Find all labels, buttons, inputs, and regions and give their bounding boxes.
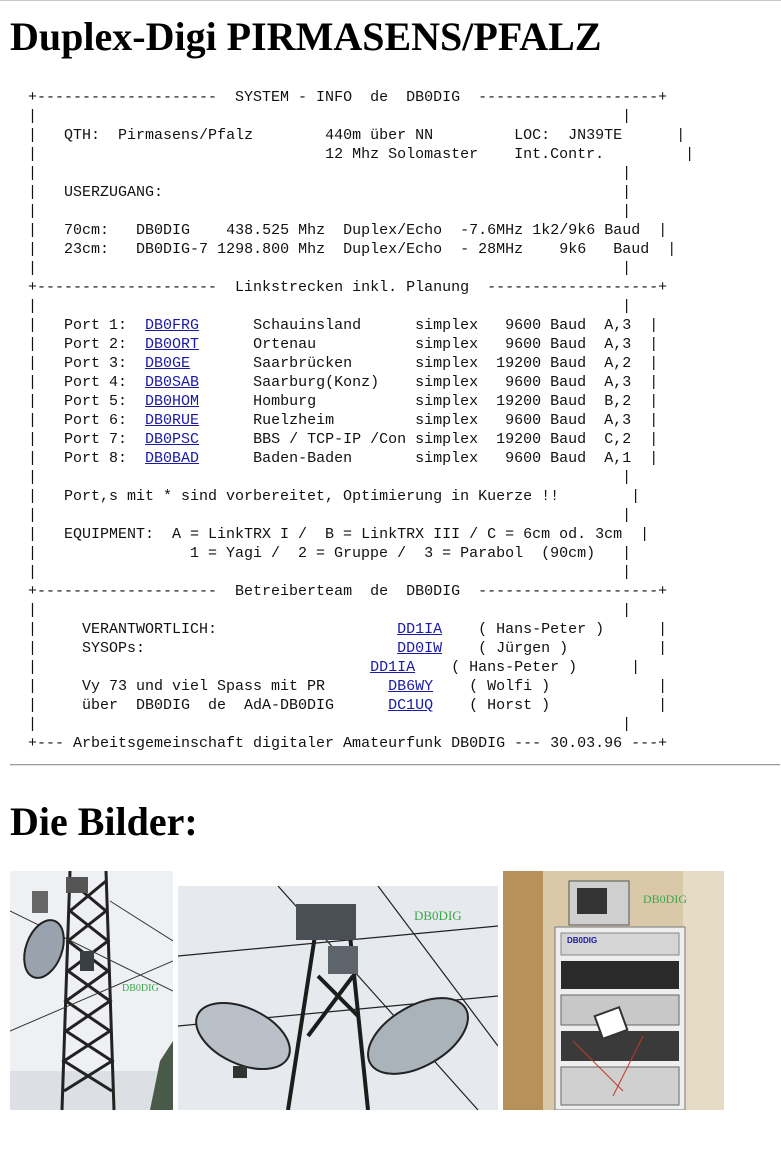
verantwortlich-label: VERANTWORTLICH: — [82, 621, 218, 638]
port-equip: A,2 — [604, 355, 632, 372]
port-equip: B,2 — [604, 393, 632, 410]
team-link-dd1ia-2[interactable]: DD1IA — [370, 659, 416, 676]
top-rule — [0, 0, 781, 4]
height-value: 440m über NN — [325, 127, 434, 144]
port-label: Port 5: — [64, 393, 128, 410]
access-shift: -7.6MHz — [460, 222, 524, 239]
access-call: DB0DIG — [136, 222, 191, 239]
equipment-line-1: EQUIPMENT: A = LinkTRX I / B = LinkTRX III / C = 6cm od. 3cm — [64, 526, 623, 543]
port-label: Port 1: — [64, 317, 128, 334]
port-rate: 19200 Baud — [496, 431, 587, 448]
watermark: DB0DIG — [414, 908, 462, 923]
equipment-line-2: 1 = Yagi / 2 = Gruppe / 3 = Parabol (90cm) — [190, 545, 596, 562]
access-band: 70cm: — [64, 222, 110, 239]
port-label: Port 2: — [64, 336, 128, 353]
port-mode: simplex — [415, 336, 479, 353]
team-header: Betreiberteam de DB0DIG — [235, 583, 461, 600]
team-name: ( Jürgen ) — [478, 640, 569, 657]
port-label: Port 7: — [64, 431, 128, 448]
port-rate: 19200 Baud — [496, 393, 587, 410]
tower-antenna-photo[interactable] — [10, 871, 173, 1110]
team-link-dd0iw[interactable]: DD0IW — [397, 640, 443, 657]
team-name: ( Hans-Peter ) — [451, 659, 578, 676]
port-label: Port 3: — [64, 355, 128, 372]
pictures-heading: Die Bilder: — [10, 799, 198, 844]
qth-label: QTH: — [64, 127, 101, 144]
port-label: Port 6: — [64, 412, 128, 429]
access-unit: Baud — [604, 222, 641, 239]
access-mode: Duplex/Echo — [343, 241, 443, 258]
port-rate: 9600 Baud — [505, 374, 587, 391]
greeting-2: über DB0DIG de AdA-DB0DIG — [82, 697, 335, 714]
loc-value: JN39TE — [568, 127, 623, 144]
port-link-db0rue[interactable]: DB0RUE — [145, 412, 200, 429]
port-location: Ortenau — [253, 336, 317, 353]
port-equip: A,3 — [604, 412, 632, 429]
port-link-db0sab[interactable]: DB0SAB — [145, 374, 200, 391]
team-link-db6wy[interactable]: DB6WY — [388, 678, 434, 695]
team-name: ( Wolfi ) — [469, 678, 551, 695]
access-band: 23cm: — [64, 241, 110, 258]
port-label: Port 4: — [64, 374, 128, 391]
access-unit: Baud — [613, 241, 650, 258]
section-divider — [10, 764, 780, 766]
port-equip: A,1 — [604, 450, 632, 467]
watermark: DB0DIG — [122, 983, 159, 994]
port-mode: simplex — [415, 450, 479, 467]
port-mode: simplex — [415, 393, 479, 410]
port-location: Homburg — [253, 393, 317, 410]
rack-label: DB0DIG — [567, 936, 598, 945]
access-freq: 1298.800 Mhz — [217, 241, 326, 258]
access-freq: 438.525 Mhz — [226, 222, 326, 239]
port-rate: 9600 Baud — [505, 336, 587, 353]
port-rate: 19200 Baud — [496, 355, 587, 372]
team-name: ( Horst ) — [469, 697, 551, 714]
port-location: BBS / TCP-IP /Con — [253, 431, 407, 448]
dish-antennas-photo[interactable] — [178, 886, 498, 1110]
port-location: Saarbrücken — [253, 355, 353, 372]
greeting: Vy 73 und viel Spass mit PR — [82, 678, 326, 695]
port-mode: simplex — [415, 355, 479, 372]
sysops-label: SYSOPs: — [82, 640, 146, 657]
team-link-dc1uq[interactable]: DC1UQ — [388, 697, 434, 714]
userzugang-label: USERZUGANG: — [64, 184, 164, 201]
footer-text: Arbeitsgemeinschaft digitaler Amateurfunk DB0DIG --- 30.03.96 — [73, 735, 623, 752]
port-equip: A,3 — [604, 336, 632, 353]
port-mode: simplex — [415, 374, 479, 391]
system-info-header: SYSTEM - INFO de DB0DIG — [235, 89, 461, 106]
port-link-db0frg[interactable]: DB0FRG — [145, 317, 200, 334]
access-rate: 9k6 — [559, 241, 587, 258]
port-location: Baden-Baden — [253, 450, 353, 467]
port-link-db0hom[interactable]: DB0HOM — [145, 393, 200, 410]
system-info-block: +-------------------- SYSTEM - INFO de DB0DIG --------------------+ | | | QTH: Pirmasens/Pfalz 440m über NN LOC: JN39TE | | 12 Mhz Solomaster Int.Contr. | | | | USERZUGANG: | | | | 70cm: DB0DIG 438.525 Mhz Duplex/Echo -7.6MHz 1k2/9k6 Baud | | 23cm: DB0DIG-7 1298.800 Mhz Duplex/Echo - 28MHz 9k6 Baud | | | +-------------------- Linkstrecken inkl. Planung -------------------+ | | | Port 1: DB0FRG Schauinsland simplex 9600 Baud A,3 | | Port 2: DB0ORT Ortenau simplex 9600 Baud A,3 | | Port 3: DB0GE Saarbrücken simplex 19200 Baud A,2 | | Port 4: DB0SAB Saarburg(Konz) simplex 9600 Baud A,3 | | Port 5: DB0HOM Homburg simplex 19200 Baud B,2 | | Port 6: DB0RUE Ruelzheim simplex 9600 Baud A,3 | | Port 7: DB0PSC BBS / TCP-IP /Con simplex 19200 Baud C,2 | | Port 8: DB0BAD Baden-Baden simplex 9600 Baud A,1 | | | | Port,s mit * sind vorbereitet, Optimierung in Kuerze !! | | | | EQUIPMENT: A = LinkTRX I / B = LinkTRX III / C = 6cm od. 3cm | | 1 = Yagi / 2 = Gruppe / 3 = Parabol (90cm) | | | +-------------------- Betreiberteam de DB0DIG --------------------+ | | | VERANTWORTLICH: DD1IA ( Hans-Peter ) | | SYSOPs: DD0IW ( Jürgen ) | | DD1IA ( Hans-Peter ) | | Vy 73 und viel Spass mit PR DB6WY ( Wolfi ) | | über DB0DIG de AdA-DB0DIG DC1UQ ( Horst ) | | | +--- Arbeitsgemeinschaft digitaler Amateurfunk DB0DIG --- 30.03.96 ---+ — [28, 89, 695, 752]
links-header: Linkstrecken inkl. Planung — [235, 279, 470, 296]
port-rate: 9600 Baud — [505, 450, 587, 467]
port-equip: C,2 — [604, 431, 632, 448]
controller-value: Int.Contr. — [514, 146, 605, 163]
port-link-db0ort[interactable]: DB0ORT — [145, 336, 200, 353]
ports-note: Port,s mit * sind vorbereitet, Optimierung in Kuerze !! — [64, 488, 560, 505]
port-label: Port 8: — [64, 450, 128, 467]
qth-value: Pirmasens/Pfalz — [118, 127, 254, 144]
port-mode: simplex — [415, 431, 479, 448]
team-name: ( Hans-Peter ) — [478, 621, 605, 638]
watermark: DB0DIG — [643, 892, 687, 906]
page-title: Duplex-Digi PIRMASENS/PFALZ — [10, 14, 602, 59]
port-link-db0psc[interactable]: DB0PSC — [145, 431, 200, 448]
port-equip: A,3 — [604, 317, 632, 334]
port-rate: 9600 Baud — [505, 412, 587, 429]
port-mode: simplex — [415, 317, 479, 334]
port-location: Ruelzheim — [253, 412, 335, 429]
access-shift: - 28MHz — [460, 241, 524, 258]
port-rate: 9600 Baud — [505, 317, 587, 334]
port-mode: simplex — [415, 412, 479, 429]
team-link-dd1ia[interactable]: DD1IA — [397, 621, 443, 638]
port-link-db0bad[interactable]: DB0BAD — [145, 450, 200, 467]
access-rate: 1k2/9k6 — [532, 222, 596, 239]
port-location: Schauinsland — [253, 317, 362, 334]
access-mode: Duplex/Echo — [343, 222, 443, 239]
access-call: DB0DIG-7 — [136, 241, 209, 258]
equipment-rack-photo[interactable] — [503, 871, 724, 1110]
port-location: Saarburg(Konz) — [253, 374, 380, 391]
port-equip: A,3 — [604, 374, 632, 391]
antenna-value: 12 Mhz Solomaster — [325, 146, 479, 163]
port-link-db0ge[interactable]: DB0GE — [145, 355, 191, 372]
loc-label: LOC: — [514, 127, 551, 144]
